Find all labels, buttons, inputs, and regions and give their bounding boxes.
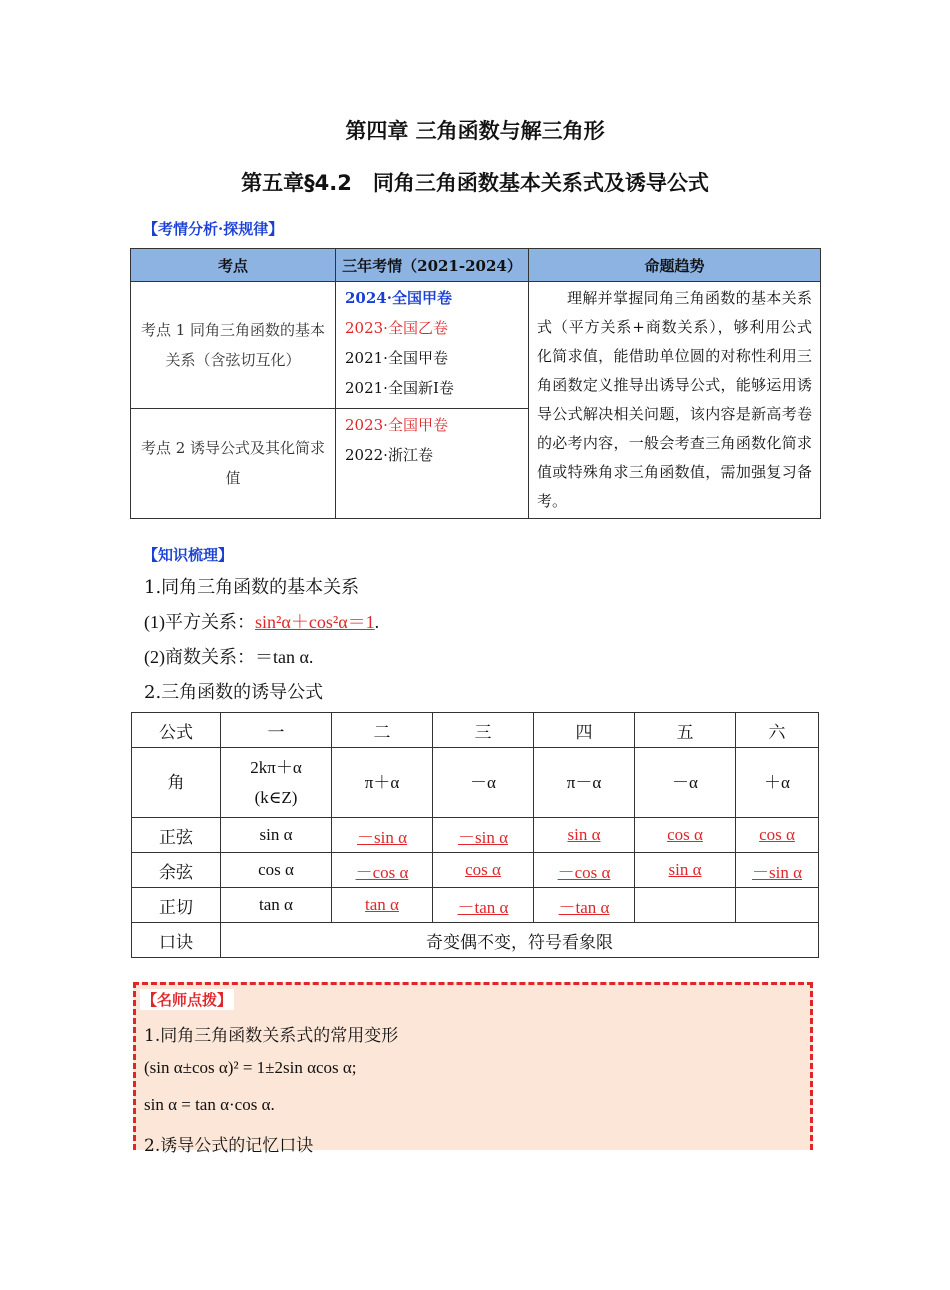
angle-cell [221,748,332,818]
knowledge-item-1: 1.同角三角函数的基本关系 [144,577,360,598]
tip-label: 【名师点拨】 [142,991,233,1009]
rhyme-cell: 奇变偶不变，符号看象限 [221,923,819,958]
square-suffix: . [374,612,380,632]
square-prefix: (1)平方关系： [144,612,255,632]
header-point: 考点 [131,249,336,282]
trend-text: 理解并掌握同角三角函数的基本关系式（平方关系+商数关系），够利用公式化简求值，能借助单位圆的对称性利用三角函数定义推导出诱导公式，能够运用诱导公式解决相关问题，该内容是新高考卷的必考内容，一般会考查三角函数化简求值或特殊角求三角函数值，需加强复习备考。 [529,282,821,519]
point2-text: 考点 2 诱导公式及其化简求值 [140,439,326,488]
row-label: 正弦 [132,818,221,853]
point1-cell [131,282,336,409]
table-header: 二 [332,713,433,748]
table-header: 六 [736,713,819,748]
tip-line-2: (sin α±cos α)² = 1±2sin αcos α; [144,1058,357,1077]
value-cell: sin α [221,818,332,853]
point1-years [336,282,529,409]
angle-cell: π＋α [332,748,433,818]
answer-cell: －cos α [534,853,635,888]
row-label: 角 [132,748,221,818]
answer-cell: cos α [433,853,534,888]
header-years: 三年考情（2021-2024） [336,249,529,282]
year-item: 2022·浙江卷 [345,445,433,464]
answer-cell: －tan α [534,888,635,923]
year-item: 2024·全国甲卷 [345,289,452,307]
answer-cell: －sin α [433,818,534,853]
answer-cell: cos α [736,818,819,853]
table-header: 公式 [132,713,221,748]
angle-one-b: (k∈Z) [254,787,298,807]
point2-cell [131,408,336,518]
answer-cell: tan α [332,888,433,923]
header-trend: 命题趋势 [529,249,821,282]
square-answer: sin²α＋cos²α＝1 [255,612,375,632]
year-item: 2023·全国乙卷 [345,319,448,337]
row-label: 正切 [132,888,221,923]
point1-text: 考点 1 同角三角函数的基本关系（含弦切互化） [140,320,326,369]
analysis-table [130,248,821,519]
teacher-tip-box [133,982,813,1156]
value-cell: tan α [221,888,332,923]
empty-cell [635,888,736,923]
year-item: 2021·全国甲卷 [345,349,448,367]
tip-line-4: 2.诱导公式的记忆口诀 [144,1136,314,1156]
chapter-title: 第四章 三角函数与解三角形 [345,119,605,143]
quotient-relation: (2)商数关系：＝tan α. [144,647,314,667]
answer-cell: －sin α [332,818,433,853]
table-header: 一 [221,713,332,748]
point2-years [336,408,529,518]
answer-cell: sin α [534,818,635,853]
table-header: 三 [433,713,534,748]
tip-line-1: 1.同角三角函数关系式的常用变形 [144,1026,399,1046]
analysis-label: 【考情分析·探规律】 [143,220,284,238]
angle-one-a: 2kπ＋α [250,757,302,777]
angle-cell: －α [635,748,736,818]
answer-cell: －sin α [736,853,819,888]
knowledge-item-2: 2.三角函数的诱导公式 [144,682,324,703]
angle-cell: π－α [534,748,635,818]
value-cell: cos α [221,853,332,888]
empty-cell [736,888,819,923]
year-item: 2023·全国甲卷 [345,415,448,434]
row-label: 余弦 [132,853,221,888]
square-relation [144,608,379,634]
answer-cell: sin α [635,853,736,888]
section-title: 第五章§4.2 同角三角函数基本关系式及诱导公式 [241,171,709,195]
induction-table [131,712,819,958]
answer-cell: cos α [635,818,736,853]
table-header: 四 [534,713,635,748]
answer-cell: －tan α [433,888,534,923]
table-header: 五 [635,713,736,748]
tip-line-3: sin α = tan α·cos α. [144,1095,275,1114]
angle-cell: －α [433,748,534,818]
answer-cell: －cos α [332,853,433,888]
angle-cell: ＋α [736,748,819,818]
year-item: 2021·全国新Ⅰ卷 [345,379,454,397]
row-label: 口诀 [132,923,221,958]
knowledge-label: 【知识梳理】 [143,546,234,564]
